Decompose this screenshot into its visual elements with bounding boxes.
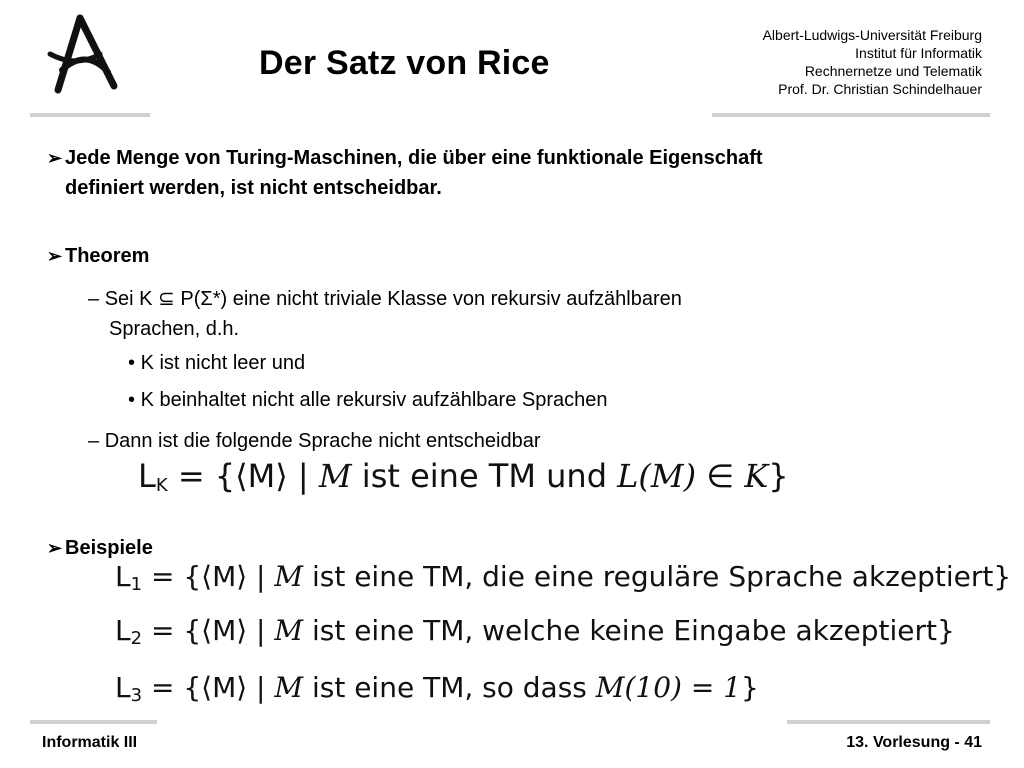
definition-line: Sprachen, d.h. bbox=[109, 318, 240, 340]
footer-page-number: 13. Vorlesung - 41 bbox=[846, 734, 982, 751]
divider bbox=[787, 720, 990, 724]
arrow-bullet-icon: ➢ bbox=[47, 148, 63, 168]
theorem-conclusion: – Dann ist die folgende Sprache nicht entscheidbar bbox=[88, 430, 541, 452]
university-logo-icon bbox=[30, 10, 130, 100]
main-statement bbox=[47, 143, 987, 203]
institution-line: Albert-Ludwigs-Universität Freiburg bbox=[762, 27, 982, 43]
formula-example-3: L3 = {⟨M⟩ | M ist eine TM, so dass M(10) = 1} bbox=[115, 671, 759, 706]
institution-line: Rechnernetze und Telematik bbox=[804, 63, 982, 79]
institution-line: Prof. Dr. Christian Schindelhauer bbox=[778, 81, 982, 97]
slide-title: Der Satz von Rice bbox=[259, 44, 550, 82]
institution-line: Institut für Informatik bbox=[855, 45, 982, 61]
divider bbox=[30, 720, 157, 724]
theorem-definition: – Sei K ⊆ P(Σ*) eine nicht triviale Klasse von rekursiv aufzählbaren Sprachen, d.h. bbox=[88, 284, 968, 344]
formula-lk: LK = {⟨M⟩ | M ist eine TM und L(M) ∈ K} bbox=[138, 457, 789, 496]
definition-line: Sei K ⊆ P(Σ*) eine nicht triviale Klasse von rekursiv aufzählbaren bbox=[104, 288, 682, 310]
list-item: • K ist nicht leer und bbox=[128, 352, 306, 374]
arrow-bullet-icon: ➢ bbox=[47, 246, 63, 266]
examples-heading: ➢ Beispiele bbox=[47, 537, 153, 559]
formula-example-1: L1 = {⟨M⟩ | M ist eine TM, die eine reguläre Sprache akzeptiert} bbox=[115, 560, 1012, 595]
institution-block bbox=[763, 26, 982, 98]
divider bbox=[30, 113, 150, 117]
arrow-bullet-icon: ➢ bbox=[47, 538, 63, 558]
statement-line: Jede Menge von Turing-Maschinen, die über eine funktionale Eigenschaft bbox=[65, 147, 763, 169]
divider bbox=[712, 113, 990, 117]
footer-course: Informatik III bbox=[42, 734, 138, 751]
theorem-heading: ➢ Theorem bbox=[47, 245, 150, 267]
formula-example-2: L2 = {⟨M⟩ | M ist eine TM, welche keine Eingabe akzeptiert} bbox=[115, 614, 955, 649]
statement-line: definiert werden, ist nicht entscheidbar. bbox=[65, 177, 442, 199]
list-item: • K beinhaltet nicht alle rekursiv aufzählbare Sprachen bbox=[128, 389, 608, 411]
